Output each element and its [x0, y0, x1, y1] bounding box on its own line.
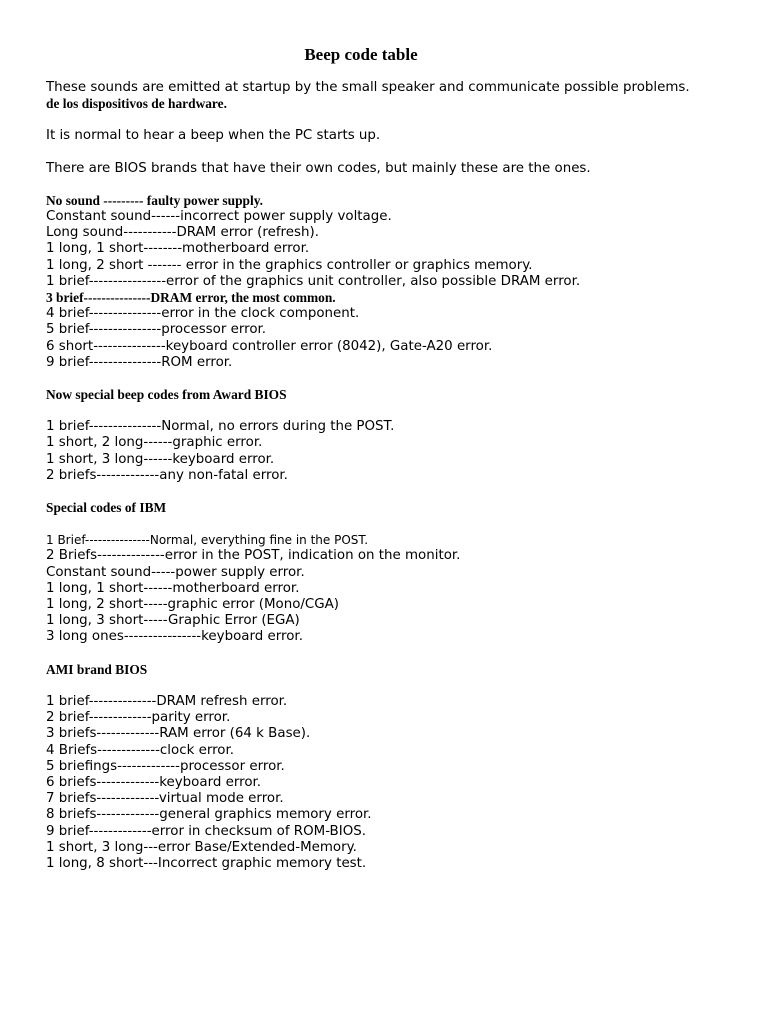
list-item: 1 brief--------------DRAM refresh error. [46, 693, 288, 709]
list-item: Constant sound------incorrect power supply voltage. [46, 209, 392, 225]
list-item: 7 briefs-------------virtual mode error. [46, 791, 284, 807]
list-item: 2 briefs-------------any non-fatal error. [46, 467, 288, 483]
list-item: 1 long, 3 short-----Graphic Error (EGA) [46, 613, 300, 629]
list-item: 1 Brief---------------Normal, everything fine in the POST. [46, 533, 369, 548]
list-item: 2 brief-------------parity error. [46, 710, 231, 726]
list-item: 1 long, 8 short---Incorrect graphic memory test. [46, 855, 367, 871]
list-item: 1 brief----------------error of the graphics unit controller, also possible DRAM error. [46, 273, 581, 289]
list-item: 5 brief---------------processor error. [46, 322, 267, 338]
list-item: No sound --------- faulty power supply. [46, 192, 263, 208]
ami-codes-list [46, 694, 746, 872]
list-item: 1 long, 2 short ------- error in the graphics controller or graphics memory. [46, 257, 533, 273]
document-page [46, 44, 746, 872]
general-codes-list [46, 193, 746, 371]
list-item: 3 brief---------------DRAM error, the most common. [46, 290, 336, 306]
list-item: 1 short, 2 long------graphic error. [46, 435, 263, 451]
intro-brands: There are BIOS brands that have their own codes, but mainly these are the ones. [46, 160, 591, 176]
list-item: 1 long, 1 short------motherboard error. [46, 580, 300, 596]
list-item: 1 long, 1 short--------motherboard error. [46, 241, 310, 257]
list-item: 8 briefs-------------general graphics memory error. [46, 807, 372, 823]
list-item: 9 brief---------------ROM error. [46, 354, 233, 370]
intro-line-2: de los dispositivos de hardware. [46, 96, 227, 112]
list-item: 6 briefs-------------keyboard error. [46, 774, 262, 790]
list-item: Constant sound-----power supply error. [46, 564, 305, 580]
award-heading: Now special beep codes from Award BIOS [46, 387, 287, 403]
page-title: Beep code table [304, 45, 418, 64]
list-item: 1 brief---------------Normal, no errors during the POST. [46, 419, 395, 435]
list-item: 3 briefs-------------RAM error (64 k Base). [46, 726, 311, 742]
list-item: 4 brief---------------error in the clock component. [46, 306, 360, 322]
award-codes-list [46, 419, 746, 484]
list-item: 1 short, 3 long------keyboard error. [46, 451, 275, 467]
ami-heading: AMI brand BIOS [46, 661, 148, 677]
list-item: 1 long, 2 short-----graphic error (Mono/CGA) [46, 597, 340, 613]
list-item: 5 briefings-------------processor error. [46, 758, 285, 774]
list-item: 9 brief-------------error in checksum of ROM-BIOS. [46, 823, 366, 839]
list-item: Long sound-----------DRAM error (refresh). [46, 225, 319, 241]
intro-normal: It is normal to hear a beep when the PC starts up. [46, 128, 381, 144]
intro-line-1: These sounds are emitted at startup by the small speaker and communicate possible problems. [46, 80, 690, 95]
list-item: 3 long ones----------------keyboard error. [46, 629, 303, 645]
list-item: 6 short---------------keyboard controller error (8042), Gate-A20 error. [46, 338, 493, 354]
ibm-codes-list [46, 532, 746, 645]
list-item: 1 short, 3 long---error Base/Extended-Memory. [46, 839, 357, 855]
ibm-heading: Special codes of IBM [46, 500, 167, 516]
list-item: 2 Briefs--------------error in the POST, indication on the monitor. [46, 548, 461, 564]
list-item: 4 Briefs-------------clock error. [46, 742, 235, 758]
